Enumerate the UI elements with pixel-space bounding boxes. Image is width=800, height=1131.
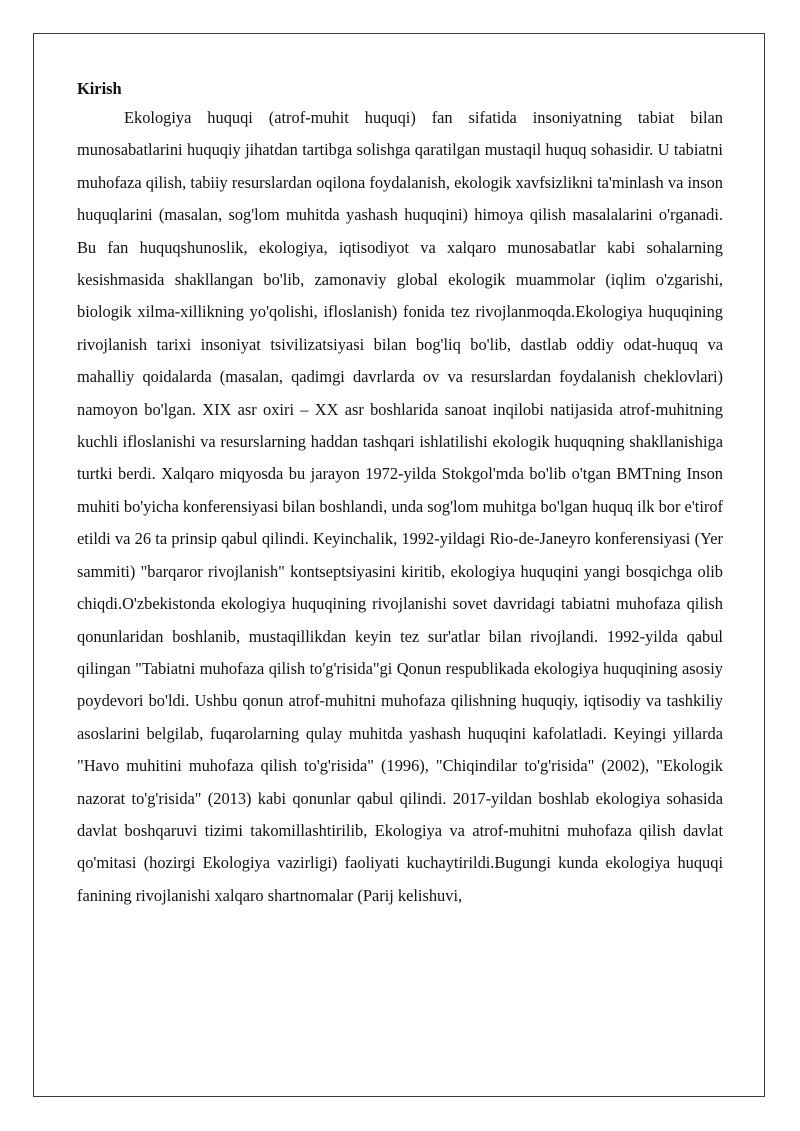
- section-heading: Kirish: [77, 79, 122, 98]
- body-paragraph: Ekologiya huquqi (atrof-muhit huquqi) fan sifatida insoniyatning tabiat bilan munosabatlarini huquqiy jihatdan tartibga solishga qaratilgan mustaqil huquq sohasidir. U tabiatni muhofaza qilish, tabiiy resurslardan oqilona foydalanish, ekologik xavfsizlikni ta'minlash va inson huquqlarini (masalan, sog'lom muhitda yashash huquqini) himoya qilish masalalarini o'rganadi. Bu fan huquqshunoslik, ekologiya, iqtisodiyot va xalqaro munosabatlar kabi sohalarning kesishmasida shakllangan bo'lib, zamonaviy global ekologik muammolar (iqlim o'zgarishi, biologik xilma-xillikning yo'qolishi, ifloslanish) fonida tez rivojlanmoqda.Ekologiya huquqining rivojlanish tarixi insoniyat tsivilizatsiyasi bilan bog'liq bo'lib, dastlab oddiy odat-huquq va mahalliy qoidalarda (masalan, qadimgi davrlarda ov va resurslardan foydalanish cheklovlari) namoyon bo'lgan. XIX asr oxiri – XX asr boshlarida sanoat inqilobi natijasida atrof-muhitning kuchli ifloslanishi va resurslarning haddan tashqari ishlatilishi ekologik huquqning shakllanishiga turtki berdi. Xalqaro miqyosda bu jarayon 1972-yilda Stokgol'mda bo'lib o'tgan BMTning Inson muhiti bo'yicha konferensiyasi bilan boshlandi, unda sog'lom muhitga bo'lgan huquq ilk bor e'tirof etildi va 26 ta prinsip qabul qilindi. Keyinchalik, 1992-yildagi Rio-de-Janeyro konferensiyasi (Yer sammiti) "barqaror rivojlanish" kontseptsiyasini kiritib, ekologiya huquqini yangi bosqichga olib chiqdi.O'zbekistonda ekologiya huquqining rivojlanishi sovet davridagi tabiatni muhofaza qilish qonunlaridan boshlanib, mustaqillikdan keyin tez sur'atlar bilan rivojlandi. 1992-yilda qabul qilingan "Tabiatni muhofaza qilish to'g'risida"gi Qonun respublikada ekologiya huquqining asosiy poydevori bo'ldi. Ushbu qonun atrof-muhitni muhofaza qilishning huquqiy, iqtisodiy va tashkiliy asoslarini belgilab, fuqarolarning qulay muhitda yashash huquqini kafolatladi. Keyingi yillarda "Havo muhitini muhofaza qilish to'g'risida" (1996), "Chiqindilar to'g'risida" (2002), "Ekologik nazorat to'g'risida" (2013) kabi qonunlar qabul qilindi. 2017-yildan boshlab ekologiya sohasida davlat boshqaruvi tizimi takomillashtirilib, Ekologiya va atrof-muhitni muhofaza qilish davlat qo'mitasi (hozirgi Ekologiya vazirligi) faoliyati kuchaytirildi.Bugungi kunda ekologiya huquqi fanining rivojlanishi xalqaro shartnomalar (Parij kelishuvi,: [77, 108, 723, 905]
- document-body: [77, 75, 723, 912]
